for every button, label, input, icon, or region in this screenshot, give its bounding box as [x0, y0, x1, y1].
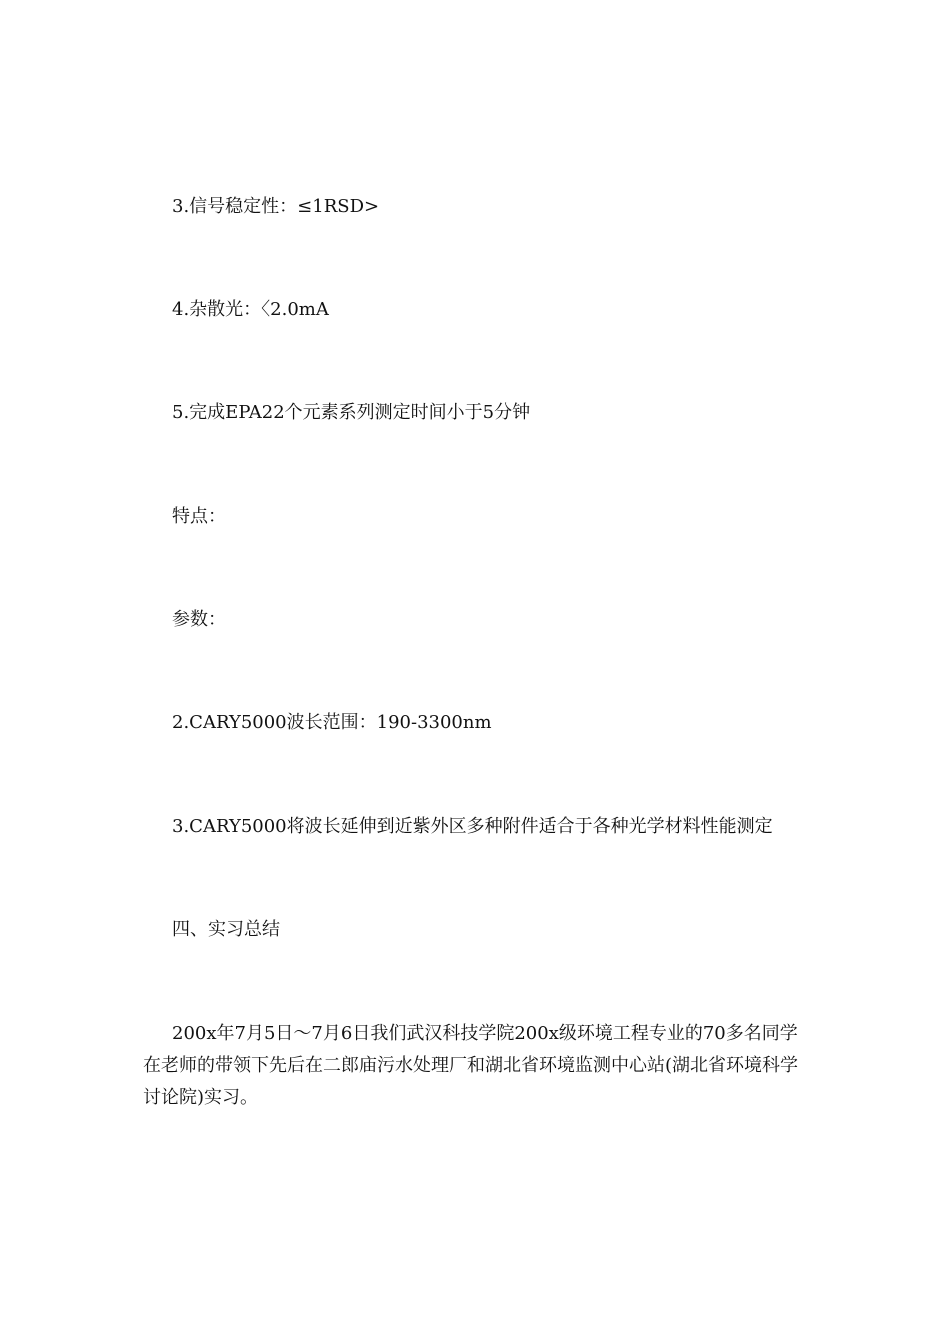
spec-cary5000-extension: 3.CARY5000将波长延伸到近紫外区多种附件适合于各种光学材料性能测定: [172, 816, 773, 837]
spec-stray-light: 4.杂散光：〈2.0mA: [172, 299, 329, 320]
summary-paragraph: 200x年7月5日～7月6日我们武汉科技学院200x级环境工程专业的70多名同学在老师的带领下先后在二郎庙污水处理厂和湖北省环境监测中心站(湖北省环境科学讨论院)实习。: [143, 1023, 799, 1108]
spec-signal-stability: 3.信号稳定性：≤1RSD>: [172, 196, 380, 217]
spec-cary5000-range: 2.CARY5000波长范围：190-3300nm: [172, 712, 492, 733]
parameters-heading: 参数：: [172, 609, 226, 630]
section-heading-summary: 四、实习总结: [172, 919, 280, 940]
spec-epa22-time: 5.完成EPA22个元素系列测定时间小于5分钟: [172, 402, 531, 423]
features-heading: 特点：: [172, 506, 226, 527]
